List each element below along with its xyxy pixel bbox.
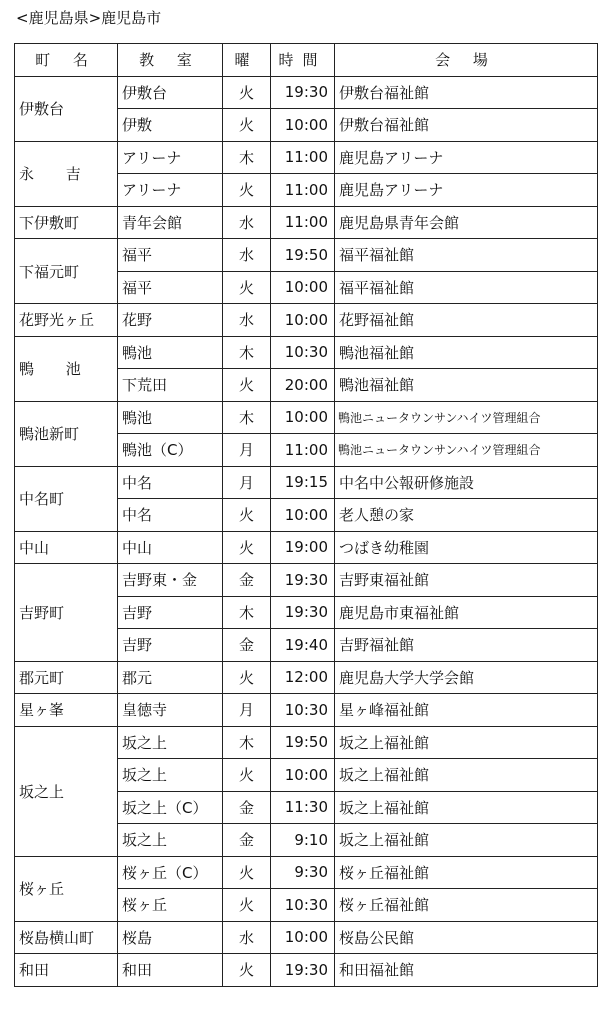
day-cell: 木 (223, 726, 271, 759)
classroom-cell: 吉野 (118, 596, 223, 629)
classroom-cell: 伊敷台 (118, 76, 223, 109)
day-cell: 金 (223, 824, 271, 857)
header-town: 町 名 (15, 44, 118, 77)
classroom-cell: 福平 (118, 239, 223, 272)
town-cell: 桜ヶ丘 (15, 856, 118, 921)
classroom-cell: 下荒田 (118, 369, 223, 402)
time-cell: 11:00 (271, 174, 335, 207)
venue-cell: 坂之上福祉館 (335, 759, 598, 792)
time-cell: 19:50 (271, 239, 335, 272)
classroom-cell: アリーナ (118, 174, 223, 207)
table-row (15, 531, 598, 564)
venue-cell: 坂之上福祉館 (335, 824, 598, 857)
day-cell: 水 (223, 921, 271, 954)
day-cell: 水 (223, 206, 271, 239)
table-row (15, 304, 598, 337)
time-cell: 19:30 (271, 954, 335, 987)
classroom-cell: 和田 (118, 954, 223, 987)
table-row (15, 206, 598, 239)
day-cell: 火 (223, 889, 271, 922)
time-cell: 11:00 (271, 206, 335, 239)
time-cell: 9:10 (271, 824, 335, 857)
day-cell: 木 (223, 401, 271, 434)
day-cell: 火 (223, 271, 271, 304)
town-cell: 坂之上 (15, 726, 118, 856)
time-cell: 11:30 (271, 791, 335, 824)
time-cell: 19:00 (271, 531, 335, 564)
venue-cell: 鴨池ニュータウンサンハイツ管理組合 (335, 401, 598, 434)
classroom-cell: 花野 (118, 304, 223, 337)
town-cell: 鴨池新町 (15, 401, 118, 466)
classroom-cell: アリーナ (118, 141, 223, 174)
table-row (15, 564, 598, 597)
venue-cell: 坂之上福祉館 (335, 791, 598, 824)
time-cell: 10:00 (271, 271, 335, 304)
day-cell: 火 (223, 174, 271, 207)
venue-cell: 鴨池福祉館 (335, 336, 598, 369)
classroom-cell: 桜ヶ丘 (118, 889, 223, 922)
classroom-cell: 坂之上 (118, 726, 223, 759)
classroom-cell: 鴨池 (118, 401, 223, 434)
town-cell: 鴨 池 (15, 336, 118, 401)
day-cell: 月 (223, 466, 271, 499)
table-row (15, 336, 598, 369)
header-day: 曜 (223, 44, 271, 77)
time-cell: 10:30 (271, 336, 335, 369)
time-cell: 11:00 (271, 434, 335, 467)
venue-cell: つばき幼稚園 (335, 531, 598, 564)
venue-cell: 桜ヶ丘福祉館 (335, 856, 598, 889)
day-cell: 火 (223, 76, 271, 109)
town-cell: 桜島横山町 (15, 921, 118, 954)
day-cell: 木 (223, 141, 271, 174)
town-cell: 花野光ヶ丘 (15, 304, 118, 337)
table-row (15, 76, 598, 109)
classroom-cell: 坂之上 (118, 759, 223, 792)
venue-cell: 老人憩の家 (335, 499, 598, 532)
classroom-cell: 鴨池 (118, 336, 223, 369)
town-cell: 中山 (15, 531, 118, 564)
table-row (15, 401, 598, 434)
table-row (15, 921, 598, 954)
venue-cell: 星ヶ峰福祉館 (335, 694, 598, 727)
town-cell: 郡元町 (15, 661, 118, 694)
header-classroom: 教 室 (118, 44, 223, 77)
venue-cell: 福平福祉館 (335, 239, 598, 272)
time-cell: 10:00 (271, 921, 335, 954)
table-row (15, 954, 598, 987)
time-cell: 11:00 (271, 141, 335, 174)
time-cell: 19:40 (271, 629, 335, 662)
venue-cell: 伊敷台福祉館 (335, 76, 598, 109)
classroom-cell: 中山 (118, 531, 223, 564)
time-cell: 9:30 (271, 856, 335, 889)
table-row (15, 661, 598, 694)
table-row (15, 466, 598, 499)
day-cell: 火 (223, 499, 271, 532)
venue-cell: 鹿児島県青年会館 (335, 206, 598, 239)
venue-cell: 鹿児島大学大学会館 (335, 661, 598, 694)
classroom-cell: 中名 (118, 499, 223, 532)
day-cell: 火 (223, 759, 271, 792)
time-cell: 10:00 (271, 759, 335, 792)
time-cell: 12:00 (271, 661, 335, 694)
town-cell: 下伊敷町 (15, 206, 118, 239)
venue-cell: 中名中公報研修施設 (335, 466, 598, 499)
day-cell: 木 (223, 596, 271, 629)
day-cell: 金 (223, 791, 271, 824)
time-cell: 10:00 (271, 304, 335, 337)
town-cell: 星ヶ峯 (15, 694, 118, 727)
classroom-cell: 坂之上（C） (118, 791, 223, 824)
venue-cell: 鴨池ニュータウンサンハイツ管理組合 (335, 434, 598, 467)
time-cell: 19:30 (271, 76, 335, 109)
day-cell: 火 (223, 369, 271, 402)
classroom-cell: 伊敷 (118, 109, 223, 142)
venue-cell: 鴨池福祉館 (335, 369, 598, 402)
time-cell: 10:00 (271, 109, 335, 142)
town-cell: 中名町 (15, 466, 118, 531)
classroom-cell: 吉野 (118, 629, 223, 662)
day-cell: 水 (223, 304, 271, 337)
day-cell: 月 (223, 694, 271, 727)
time-cell: 19:30 (271, 596, 335, 629)
time-cell: 10:30 (271, 694, 335, 727)
venue-cell: 鹿児島市東福祉館 (335, 596, 598, 629)
venue-cell: 和田福祉館 (335, 954, 598, 987)
classroom-cell: 吉野東・金 (118, 564, 223, 597)
header-time: 時間 (271, 44, 335, 77)
town-cell: 和田 (15, 954, 118, 987)
venue-cell: 鹿児島アリーナ (335, 174, 598, 207)
classroom-cell: 福平 (118, 271, 223, 304)
day-cell: 火 (223, 856, 271, 889)
header-venue: 会 場 (335, 44, 598, 77)
day-cell: 火 (223, 661, 271, 694)
page-caption: <鹿児島県>鹿児島市 (16, 9, 162, 27)
classroom-cell: 郡元 (118, 661, 223, 694)
schedule-table (14, 43, 598, 987)
schedule-body (15, 76, 598, 986)
venue-cell: 鹿児島アリーナ (335, 141, 598, 174)
time-cell: 19:50 (271, 726, 335, 759)
venue-cell: 吉野東福祉館 (335, 564, 598, 597)
venue-cell: 福平福祉館 (335, 271, 598, 304)
venue-cell: 吉野福祉館 (335, 629, 598, 662)
table-row (15, 141, 598, 174)
header-row (15, 44, 598, 77)
table-row (15, 856, 598, 889)
day-cell: 火 (223, 109, 271, 142)
time-cell: 19:15 (271, 466, 335, 499)
town-cell: 永 吉 (15, 141, 118, 206)
time-cell: 19:30 (271, 564, 335, 597)
classroom-cell: 皇徳寺 (118, 694, 223, 727)
day-cell: 金 (223, 564, 271, 597)
venue-cell: 伊敷台福祉館 (335, 109, 598, 142)
time-cell: 20:00 (271, 369, 335, 402)
classroom-cell: 中名 (118, 466, 223, 499)
town-cell: 下福元町 (15, 239, 118, 304)
day-cell: 水 (223, 239, 271, 272)
classroom-cell: 桜島 (118, 921, 223, 954)
town-cell: 伊敷台 (15, 76, 118, 141)
day-cell: 月 (223, 434, 271, 467)
venue-cell: 坂之上福祉館 (335, 726, 598, 759)
venue-cell: 桜ヶ丘福祉館 (335, 889, 598, 922)
classroom-cell: 桜ヶ丘（C） (118, 856, 223, 889)
day-cell: 火 (223, 954, 271, 987)
classroom-cell: 坂之上 (118, 824, 223, 857)
venue-cell: 桜島公民館 (335, 921, 598, 954)
day-cell: 木 (223, 336, 271, 369)
table-row (15, 694, 598, 727)
day-cell: 金 (223, 629, 271, 662)
classroom-cell: 青年会館 (118, 206, 223, 239)
table-row (15, 726, 598, 759)
town-cell: 吉野町 (15, 564, 118, 662)
venue-cell: 花野福祉館 (335, 304, 598, 337)
table-row (15, 239, 598, 272)
day-cell: 火 (223, 531, 271, 564)
time-cell: 10:30 (271, 889, 335, 922)
time-cell: 10:00 (271, 499, 335, 532)
time-cell: 10:00 (271, 401, 335, 434)
classroom-cell: 鴨池（C） (118, 434, 223, 467)
